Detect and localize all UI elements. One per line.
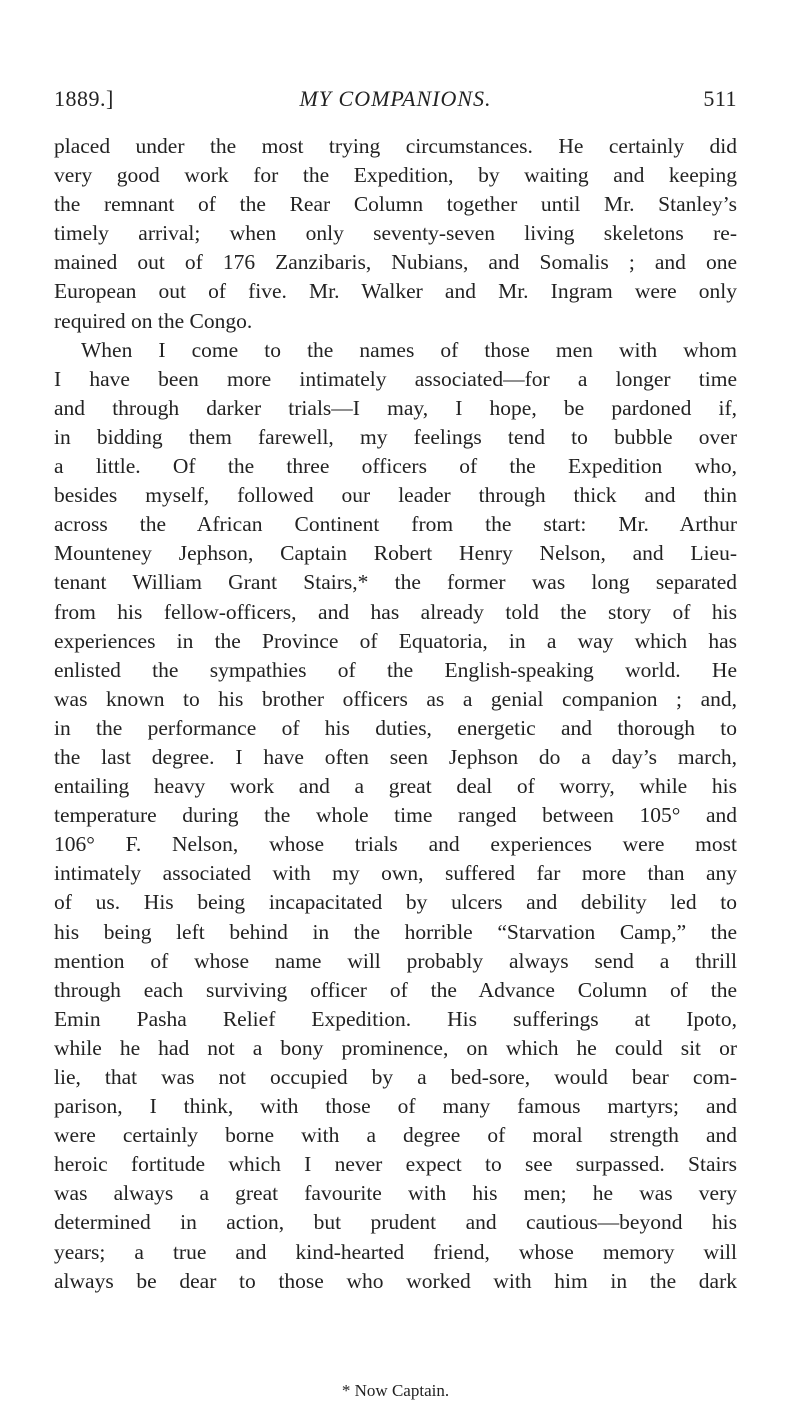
text-line: European out of five. Mr. Walker and Mr. Ingram were only — [54, 279, 737, 304]
text-line: always be dear to those who worked with him in the dark — [54, 1268, 737, 1293]
text-line: while he had not a bony prominence, on which he could sit or — [54, 1035, 737, 1060]
text-line: besides myself, followed our leader through thick and thin — [54, 483, 737, 508]
body-text — [54, 132, 737, 1296]
text-line: of us. His being incapacitated by ulcers and debility led to — [54, 890, 737, 915]
text-line: Emin Pasha Relief Expedition. His sufferings at Ipoto, — [54, 1006, 737, 1031]
text-line: years; a true and kind-hearted friend, whose memory will — [54, 1239, 737, 1264]
text-line: timely arrival; when only seventy-seven living skeletons re- — [54, 221, 737, 246]
text-line: mention of whose name will probably always send a thrill — [54, 948, 737, 973]
text-line: the remnant of the Rear Column together until Mr. Stanley’s — [54, 192, 737, 217]
running-head-year: 1889.] — [54, 86, 114, 111]
text-line: lie, that was not occupied by a bed-sore, would bear com- — [54, 1065, 737, 1089]
text-line: very good work for the Expedition, by waiting and keeping — [54, 163, 737, 188]
text-line: mained out of 176 Zanzibaris, Nubians, and Somalis ; and one — [54, 250, 737, 275]
text-line: and through darker trials—I may, I hope, be pardoned if, — [54, 395, 737, 420]
text-line: required on the Congo. — [54, 308, 253, 333]
text-line: entailing heavy work and a great deal of worry, while his — [54, 774, 737, 799]
text-line: Mounteney Jephson, Captain Robert Henry Nelson, and Lieu- — [54, 541, 737, 566]
text-line: across the African Continent from the start: Mr. Arthur — [54, 512, 737, 537]
text-line: I have been more intimately associated—for a longer time — [54, 366, 737, 391]
footnote: * Now Captain. — [341, 1381, 450, 1400]
running-head-title: MY COMPANIONS. — [299, 86, 492, 111]
running-head — [54, 86, 737, 116]
text-line: experiences in the Province of Equatoria, in a way which has — [54, 628, 737, 653]
text-line: his being left behind in the horrible “Starvation Camp,” the — [54, 919, 737, 944]
text-line: tenant William Grant Stairs,* the former was long separated — [54, 570, 737, 595]
text-line: in the performance of his duties, energetic and thorough to — [54, 715, 737, 740]
text-line: parison, I think, with those of many famous martyrs; and — [54, 1094, 737, 1119]
text-line: from his fellow-officers, and has already told the story of his — [54, 599, 737, 624]
text-line: placed under the most trying circumstances. He certainly did — [54, 134, 737, 158]
text-line: through each surviving officer of the Advance Column of the — [54, 977, 737, 1002]
text-line: enlisted the sympathies of the English-speaking world. He — [54, 657, 737, 682]
text-line: the last degree. I have often seen Jephson do a day’s march, — [54, 744, 737, 769]
text-line: 106° F. Nelson, whose trials and experiences were most — [54, 832, 737, 857]
text-line: a little. Of the three officers of the Expedition who, — [54, 454, 737, 479]
text-line: When I come to the names of those men with whom — [81, 337, 737, 362]
text-line: intimately associated with my own, suffered far more than any — [54, 861, 737, 886]
page-number: 511 — [703, 86, 737, 111]
text-line: temperature during the whole time ranged between 105° and — [54, 803, 737, 828]
text-line: heroic fortitude which I never expect to see surpassed. Stairs — [54, 1152, 737, 1177]
text-line: in bidding them farewell, my feelings tend to bubble over — [54, 424, 737, 449]
text-line: was known to his brother officers as a genial companion ; and, — [54, 686, 737, 711]
text-line: was always a great favourite with his men; he was very — [54, 1181, 737, 1206]
text-line: determined in action, but prudent and cautious—beyond his — [54, 1210, 737, 1235]
text-line: were certainly borne with a degree of moral strength and — [54, 1123, 737, 1148]
